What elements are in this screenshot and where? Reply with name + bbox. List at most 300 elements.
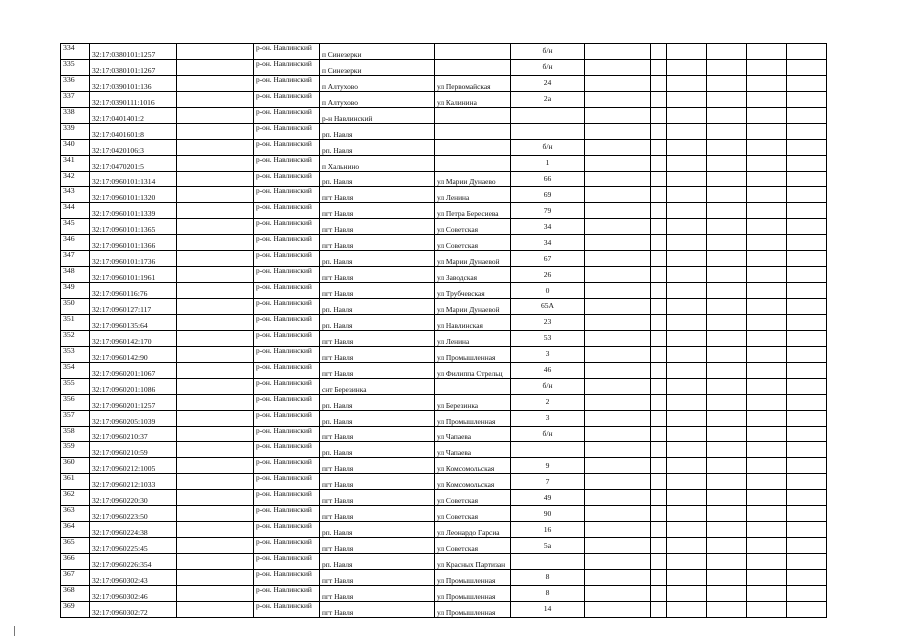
empty-cell [651, 91, 667, 107]
settlement-cell: пгт Навля [320, 187, 435, 203]
empty-cell [651, 44, 667, 60]
empty-cell [585, 585, 651, 601]
registry-table [60, 43, 827, 618]
empty-cell [707, 139, 747, 155]
empty-cell [177, 171, 254, 187]
cadastral-number: 32:17:0401601:8 [90, 123, 177, 139]
empty-cell [667, 601, 707, 617]
empty-cell [651, 601, 667, 617]
table-row [61, 203, 827, 219]
district-cell: р-он. Навлинский [254, 426, 320, 442]
empty-cell [707, 155, 747, 171]
empty-cell [177, 506, 254, 522]
row-number: 369 [61, 601, 90, 617]
street-cell [435, 139, 511, 155]
street-cell: ул Первомайская [435, 75, 511, 91]
house-number: 66 [511, 171, 585, 187]
empty-cell [787, 506, 827, 522]
empty-cell [707, 378, 747, 394]
empty-cell [177, 75, 254, 91]
table-row [61, 107, 827, 123]
empty-cell [177, 203, 254, 219]
empty-cell [667, 107, 707, 123]
street-cell [435, 155, 511, 171]
street-cell: ул Петра Бересиева [435, 203, 511, 219]
empty-cell [177, 426, 254, 442]
empty-cell [585, 601, 651, 617]
street-cell: ул Промышленная [435, 569, 511, 585]
row-number: 341 [61, 155, 90, 171]
settlement-cell: пгт Навля [320, 219, 435, 235]
empty-cell [787, 203, 827, 219]
row-number: 338 [61, 107, 90, 123]
empty-cell [177, 314, 254, 330]
house-number: 26 [511, 267, 585, 283]
settlement-cell: п Хальнино [320, 155, 435, 171]
street-cell: ул Промышленная [435, 410, 511, 426]
empty-cell [787, 554, 827, 570]
empty-cell [667, 458, 707, 474]
settlement-cell: рп. Навля [320, 394, 435, 410]
registry-rows [61, 44, 827, 618]
empty-cell [667, 410, 707, 426]
cadastral-number: 32:17:0960116:76 [90, 283, 177, 299]
empty-cell [585, 267, 651, 283]
empty-cell [177, 362, 254, 378]
empty-cell [177, 187, 254, 203]
house-number: 90 [511, 506, 585, 522]
table-row [61, 299, 827, 315]
empty-cell [667, 506, 707, 522]
row-number: 335 [61, 59, 90, 75]
empty-cell [787, 139, 827, 155]
street-cell: ул Заводская [435, 267, 511, 283]
street-cell: ул Советская [435, 506, 511, 522]
empty-cell [585, 123, 651, 139]
cadastral-number: 32:17:0960101:1365 [90, 219, 177, 235]
cadastral-number: 32:17:0960101:1961 [90, 267, 177, 283]
settlement-cell: пгт Навля [320, 362, 435, 378]
street-cell: ул Советская [435, 538, 511, 554]
table-row [61, 59, 827, 75]
district-cell: р-он. Навлинский [254, 362, 320, 378]
house-number: 3 [511, 410, 585, 426]
cadastral-number: 32:17:0960302:43 [90, 569, 177, 585]
row-number: 368 [61, 585, 90, 601]
empty-cell [747, 522, 787, 538]
district-cell: р-он. Навлинский [254, 569, 320, 585]
empty-cell [667, 346, 707, 362]
settlement-cell: р-н Навлинский [320, 107, 435, 123]
cadastral-number: 32:17:0960201:1257 [90, 394, 177, 410]
empty-cell [707, 203, 747, 219]
empty-cell [747, 569, 787, 585]
district-cell: р-он. Навлинский [254, 91, 320, 107]
row-number: 356 [61, 394, 90, 410]
table-row [61, 346, 827, 362]
house-number: 16 [511, 522, 585, 538]
empty-cell [177, 44, 254, 60]
empty-cell [787, 426, 827, 442]
house-number: 8 [511, 585, 585, 601]
empty-cell [177, 330, 254, 346]
empty-cell [667, 362, 707, 378]
empty-cell [747, 107, 787, 123]
empty-cell [747, 75, 787, 91]
empty-cell [707, 330, 747, 346]
empty-cell [651, 139, 667, 155]
district-cell: р-он. Навлинский [254, 474, 320, 490]
table-row [61, 538, 827, 554]
empty-cell [787, 585, 827, 601]
house-number: 2а [511, 91, 585, 107]
street-cell: ул Советская [435, 219, 511, 235]
settlement-cell: пгт Навля [320, 330, 435, 346]
settlement-cell: п Алтухово [320, 75, 435, 91]
cadastral-number: 32:17:0960212:1005 [90, 458, 177, 474]
empty-cell [177, 410, 254, 426]
empty-cell [585, 187, 651, 203]
row-number: 342 [61, 171, 90, 187]
street-cell: ул Ленина [435, 187, 511, 203]
row-number: 348 [61, 267, 90, 283]
empty-cell [177, 299, 254, 315]
empty-cell [787, 442, 827, 458]
empty-cell [651, 394, 667, 410]
empty-cell [707, 251, 747, 267]
empty-cell [747, 410, 787, 426]
empty-cell [667, 59, 707, 75]
empty-cell [667, 442, 707, 458]
empty-cell [585, 155, 651, 171]
settlement-cell: пгт Навля [320, 267, 435, 283]
cadastral-number: 32:17:0960142:170 [90, 330, 177, 346]
cadastral-number: 32:17:0401401:2 [90, 107, 177, 123]
row-number: 340 [61, 139, 90, 155]
empty-cell [707, 410, 747, 426]
empty-cell [747, 235, 787, 251]
empty-cell [707, 171, 747, 187]
table-row [61, 75, 827, 91]
street-cell: ул Чапаева [435, 426, 511, 442]
district-cell: р-он. Навлинский [254, 442, 320, 458]
table-row [61, 585, 827, 601]
empty-cell [585, 283, 651, 299]
empty-cell [747, 601, 787, 617]
empty-cell [787, 91, 827, 107]
street-cell: ул Промышленная [435, 585, 511, 601]
street-cell: ул Комсомольская [435, 474, 511, 490]
empty-cell [707, 267, 747, 283]
cadastral-number: 32:17:0420106:3 [90, 139, 177, 155]
row-number: 364 [61, 522, 90, 538]
row-number: 345 [61, 219, 90, 235]
district-cell: р-он. Навлинский [254, 554, 320, 570]
empty-cell [585, 522, 651, 538]
house-number [511, 442, 585, 458]
district-cell: р-он. Навлинский [254, 75, 320, 91]
empty-cell [667, 171, 707, 187]
empty-cell [651, 330, 667, 346]
empty-cell [787, 219, 827, 235]
house-number: 65А [511, 299, 585, 315]
house-number: 5а [511, 538, 585, 554]
house-number: 69 [511, 187, 585, 203]
empty-cell [177, 554, 254, 570]
empty-cell [585, 299, 651, 315]
street-cell: ул Филиппа Стрельц [435, 362, 511, 378]
empty-cell [177, 442, 254, 458]
empty-cell [787, 299, 827, 315]
table-row [61, 155, 827, 171]
empty-cell [667, 394, 707, 410]
settlement-cell: п Алтухово [320, 91, 435, 107]
cadastral-number: 32:17:0960223:50 [90, 506, 177, 522]
row-number: 347 [61, 251, 90, 267]
empty-cell [707, 299, 747, 315]
empty-cell [177, 123, 254, 139]
row-number: 354 [61, 362, 90, 378]
empty-cell [651, 314, 667, 330]
empty-cell [787, 171, 827, 187]
empty-cell [667, 187, 707, 203]
table-row [61, 44, 827, 60]
empty-cell [707, 394, 747, 410]
cadastral-number: 32:17:0960225:45 [90, 538, 177, 554]
street-cell: ул Трубчевская [435, 283, 511, 299]
empty-cell [651, 346, 667, 362]
street-cell: ул Марии Дунаевой [435, 251, 511, 267]
empty-cell [177, 474, 254, 490]
row-number: 353 [61, 346, 90, 362]
empty-cell [707, 59, 747, 75]
empty-cell [585, 203, 651, 219]
cadastral-number: 32:17:0470201:5 [90, 155, 177, 171]
empty-cell [667, 314, 707, 330]
empty-cell [585, 506, 651, 522]
settlement-cell: рп. Навля [320, 314, 435, 330]
street-cell: ул Марии Дунаево [435, 171, 511, 187]
district-cell: р-он. Навлинский [254, 235, 320, 251]
empty-cell [667, 283, 707, 299]
street-cell: ул Ленина [435, 330, 511, 346]
table-row [61, 330, 827, 346]
cadastral-number: 32:17:0960302:72 [90, 601, 177, 617]
empty-cell [651, 474, 667, 490]
empty-cell [707, 123, 747, 139]
empty-cell [651, 442, 667, 458]
empty-cell [707, 506, 747, 522]
house-number: б/н [511, 378, 585, 394]
empty-cell [747, 426, 787, 442]
empty-cell [787, 362, 827, 378]
empty-cell [747, 283, 787, 299]
cadastral-number: 32:17:0380101:1267 [90, 59, 177, 75]
empty-cell [177, 235, 254, 251]
district-cell: р-он. Навлинский [254, 283, 320, 299]
empty-cell [651, 283, 667, 299]
cadastral-number: 32:17:0960224:38 [90, 522, 177, 538]
cadastral-number: 32:17:0960101:1366 [90, 235, 177, 251]
empty-cell [651, 75, 667, 91]
house-number: 8 [511, 569, 585, 585]
empty-cell [585, 171, 651, 187]
street-cell: ул Березинка [435, 394, 511, 410]
empty-cell [747, 251, 787, 267]
settlement-cell: пгт Навля [320, 203, 435, 219]
empty-cell [585, 235, 651, 251]
street-cell: ул Комсомольская [435, 458, 511, 474]
empty-cell [707, 522, 747, 538]
table-row [61, 410, 827, 426]
settlement-cell: пгт Навля [320, 283, 435, 299]
empty-cell [667, 235, 707, 251]
house-number: 34 [511, 235, 585, 251]
empty-cell [651, 362, 667, 378]
empty-cell [667, 75, 707, 91]
settlement-cell: рп. Навля [320, 299, 435, 315]
district-cell: р-он. Навлинский [254, 123, 320, 139]
empty-cell [747, 59, 787, 75]
empty-cell [651, 554, 667, 570]
district-cell: р-он. Навлинский [254, 107, 320, 123]
district-cell: р-он. Навлинский [254, 139, 320, 155]
empty-cell [651, 522, 667, 538]
empty-cell [585, 569, 651, 585]
table-row [61, 362, 827, 378]
street-cell: ул Леонардо Гарсиа [435, 522, 511, 538]
empty-cell [747, 362, 787, 378]
empty-cell [707, 458, 747, 474]
empty-cell [585, 107, 651, 123]
empty-cell [177, 378, 254, 394]
empty-cell [585, 442, 651, 458]
district-cell: р-он. Навлинский [254, 251, 320, 267]
table-row [61, 490, 827, 506]
empty-cell [707, 75, 747, 91]
empty-cell [585, 474, 651, 490]
district-cell: р-он. Навлинский [254, 59, 320, 75]
street-cell [435, 44, 511, 60]
settlement-cell: пгт Навля [320, 346, 435, 362]
empty-cell [651, 187, 667, 203]
empty-cell [787, 569, 827, 585]
cadastral-number: 32:17:0960201:1067 [90, 362, 177, 378]
cadastral-number: 32:17:0960220:30 [90, 490, 177, 506]
cadastral-number: 32:17:0960101:1736 [90, 251, 177, 267]
empty-cell [667, 538, 707, 554]
settlement-cell: рп. Навля [320, 554, 435, 570]
empty-cell [707, 442, 747, 458]
empty-cell [651, 171, 667, 187]
house-number [511, 107, 585, 123]
district-cell: р-он. Навлинский [254, 314, 320, 330]
empty-cell [787, 601, 827, 617]
street-cell: ул Промышленная [435, 601, 511, 617]
district-cell: р-он. Навлинский [254, 44, 320, 60]
empty-cell [747, 123, 787, 139]
empty-cell [787, 44, 827, 60]
district-cell: р-он. Навлинский [254, 458, 320, 474]
empty-cell [651, 155, 667, 171]
street-cell: ул Марии Дунаевой [435, 299, 511, 315]
row-number: 359 [61, 442, 90, 458]
empty-cell [177, 219, 254, 235]
empty-cell [787, 410, 827, 426]
empty-cell [707, 283, 747, 299]
scan-edge-mark [14, 626, 15, 636]
empty-cell [651, 251, 667, 267]
empty-cell [667, 569, 707, 585]
table-row [61, 601, 827, 617]
empty-cell [651, 203, 667, 219]
empty-cell [177, 59, 254, 75]
row-number: 355 [61, 378, 90, 394]
row-number: 344 [61, 203, 90, 219]
empty-cell [747, 155, 787, 171]
table-row [61, 123, 827, 139]
table-row [61, 139, 827, 155]
row-number: 339 [61, 123, 90, 139]
settlement-cell: рп. Навля [320, 171, 435, 187]
empty-cell [177, 585, 254, 601]
street-cell [435, 123, 511, 139]
empty-cell [747, 585, 787, 601]
house-number: 0 [511, 283, 585, 299]
house-number: 34 [511, 219, 585, 235]
cadastral-number: 32:17:0380101:1257 [90, 44, 177, 60]
empty-cell [787, 283, 827, 299]
empty-cell [747, 394, 787, 410]
empty-cell [707, 554, 747, 570]
empty-cell [667, 490, 707, 506]
empty-cell [585, 251, 651, 267]
empty-cell [787, 235, 827, 251]
empty-cell [177, 91, 254, 107]
house-number: 53 [511, 330, 585, 346]
empty-cell [787, 330, 827, 346]
empty-cell [747, 91, 787, 107]
empty-cell [585, 554, 651, 570]
empty-cell [177, 490, 254, 506]
empty-cell [651, 219, 667, 235]
empty-cell [651, 123, 667, 139]
cadastral-number: 32:17:0960201:1086 [90, 378, 177, 394]
row-number: 358 [61, 426, 90, 442]
empty-cell [585, 410, 651, 426]
district-cell: р-он. Навлинский [254, 490, 320, 506]
table-row [61, 219, 827, 235]
cadastral-number: 32:17:0960226:354 [90, 554, 177, 570]
empty-cell [787, 267, 827, 283]
district-cell: р-он. Навлинский [254, 410, 320, 426]
settlement-cell: пгт Навля [320, 506, 435, 522]
district-cell: р-он. Навлинский [254, 299, 320, 315]
cadastral-number: 32:17:0960205:1039 [90, 410, 177, 426]
empty-cell [585, 59, 651, 75]
row-number: 363 [61, 506, 90, 522]
settlement-cell: пгт Навля [320, 538, 435, 554]
empty-cell [651, 235, 667, 251]
street-cell: ул Калинина [435, 91, 511, 107]
empty-cell [747, 474, 787, 490]
street-cell [435, 107, 511, 123]
empty-cell [667, 330, 707, 346]
settlement-cell: рп. Навля [320, 139, 435, 155]
empty-cell [651, 506, 667, 522]
empty-cell [707, 490, 747, 506]
district-cell: р-он. Навлинский [254, 506, 320, 522]
